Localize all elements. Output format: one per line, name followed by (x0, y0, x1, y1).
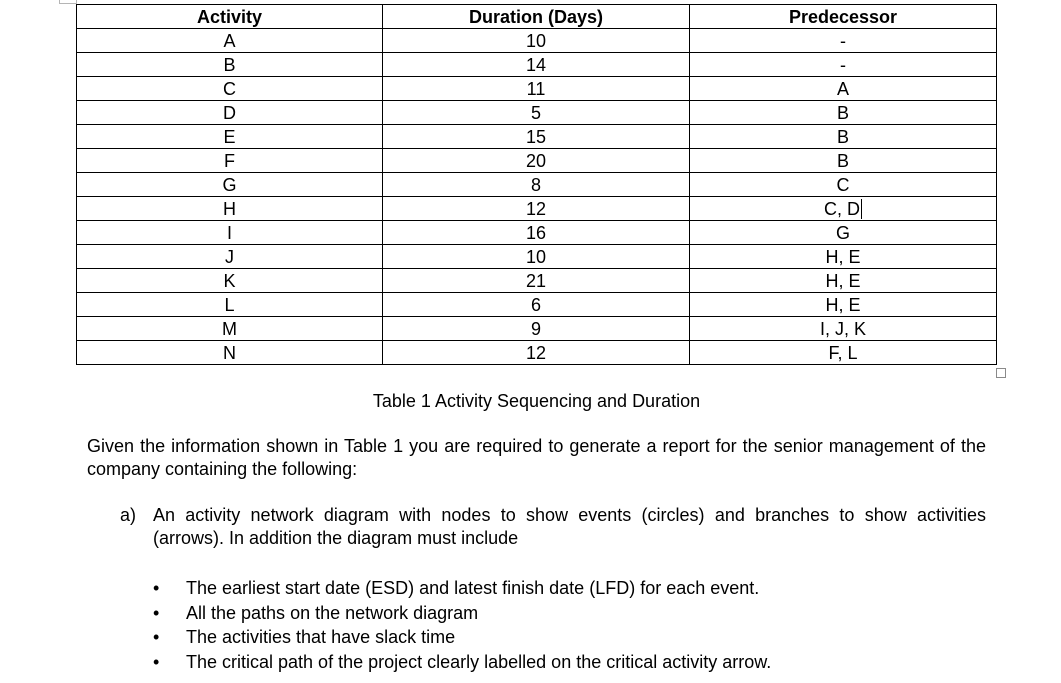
list-item-a-text: An activity network diagram with nodes to show events (circles) and branches to show activities (arrows). In addition the diagram must include (153, 505, 986, 548)
table-row (77, 149, 997, 173)
duration-cell: 12 (383, 197, 690, 221)
activity-cell: C (77, 77, 383, 101)
activity-cell: I (77, 221, 383, 245)
activity-table (76, 4, 997, 365)
activity-cell: A (77, 29, 383, 53)
table-row (77, 317, 997, 341)
intro-paragraph: Given the information shown in Table 1 you are required to generate a report for the senior management of the company containing the following: (87, 436, 986, 479)
predecessor-cell: H, E (690, 269, 997, 293)
table-row (77, 221, 997, 245)
predecessor-cell: I, J, K (690, 317, 997, 341)
table-row (77, 53, 997, 77)
activity-cell: L (77, 293, 383, 317)
table-row (77, 245, 997, 269)
table-caption: Table 1 Activity Sequencing and Duration (372, 391, 701, 411)
duration-cell: 10 (383, 29, 690, 53)
bullet-text: The critical path of the project clearly labelled on the critical activity arrow. (186, 651, 772, 672)
list-item-a (120, 504, 986, 550)
bullet-text: The earliest start date (ESD) and latest finish date (LFD) for each event. (186, 578, 760, 598)
duration-cell: 14 (383, 53, 690, 77)
activity-cell: D (77, 101, 383, 125)
bullet-item (150, 625, 986, 650)
table-row (77, 173, 997, 197)
predecessor-cell: B (690, 101, 997, 125)
activity-cell: J (77, 245, 383, 269)
header-predecessor: Predecessor (690, 5, 997, 29)
duration-cell: 15 (383, 125, 690, 149)
duration-cell: 12 (383, 341, 690, 365)
duration-cell: 11 (383, 77, 690, 101)
table-row (77, 29, 997, 53)
bullet-text: All the paths on the network diagram (186, 602, 479, 623)
predecessor-cell[interactable] (690, 197, 997, 221)
predecessor-cell: F, L (690, 341, 997, 365)
predecessor-cell: A (690, 77, 997, 101)
duration-cell: 6 (383, 293, 690, 317)
predecessor-cell: C (690, 173, 997, 197)
duration-cell: 21 (383, 269, 690, 293)
activity-cell: F (77, 149, 383, 173)
duration-cell: 16 (383, 221, 690, 245)
bullet-dot-icon: • (153, 578, 160, 598)
predecessor-cell: G (690, 221, 997, 245)
duration-cell: 8 (383, 173, 690, 197)
predecessor-cell: - (690, 29, 997, 53)
duration-cell: 20 (383, 149, 690, 173)
predecessor-cell: - (690, 53, 997, 77)
predecessor-cell: B (690, 125, 997, 149)
text-cursor-cell[interactable]: C, D (824, 198, 860, 219)
bullet-dot-icon: • (153, 602, 160, 623)
table-row (77, 77, 997, 101)
activity-cell: H (77, 197, 383, 221)
bullet-dot-icon: • (153, 651, 160, 672)
activity-cell: B (77, 53, 383, 77)
activity-cell: E (77, 125, 383, 149)
table-header-row (77, 5, 997, 29)
table-row (77, 293, 997, 317)
predecessor-cell: B (690, 149, 997, 173)
bullet-item (150, 601, 986, 626)
header-duration: Duration (Days) (383, 5, 690, 29)
predecessor-cell: H, E (690, 245, 997, 269)
duration-cell: 10 (383, 245, 690, 269)
activity-cell: M (77, 317, 383, 341)
table-row (77, 341, 997, 365)
predecessor-cell: H, E (690, 293, 997, 317)
header-activity: Activity (77, 5, 383, 29)
activity-cell: G (77, 173, 383, 197)
duration-cell: 9 (383, 317, 690, 341)
anchor-marker (59, 0, 77, 4)
table-row (77, 269, 997, 293)
list-marker-a: a) (120, 505, 137, 525)
bullet-item (150, 576, 986, 601)
bullet-dot-icon: • (153, 627, 160, 647)
table-row (77, 125, 997, 149)
bullet-list (150, 576, 986, 674)
table-row (77, 101, 997, 125)
bullet-item (150, 650, 986, 675)
table-resize-handle[interactable] (996, 368, 1006, 378)
duration-cell: 5 (383, 101, 690, 125)
bullet-text: The activities that have slack time (186, 627, 456, 647)
table-row (77, 197, 997, 221)
activity-cell: K (77, 269, 383, 293)
activity-cell: N (77, 341, 383, 365)
